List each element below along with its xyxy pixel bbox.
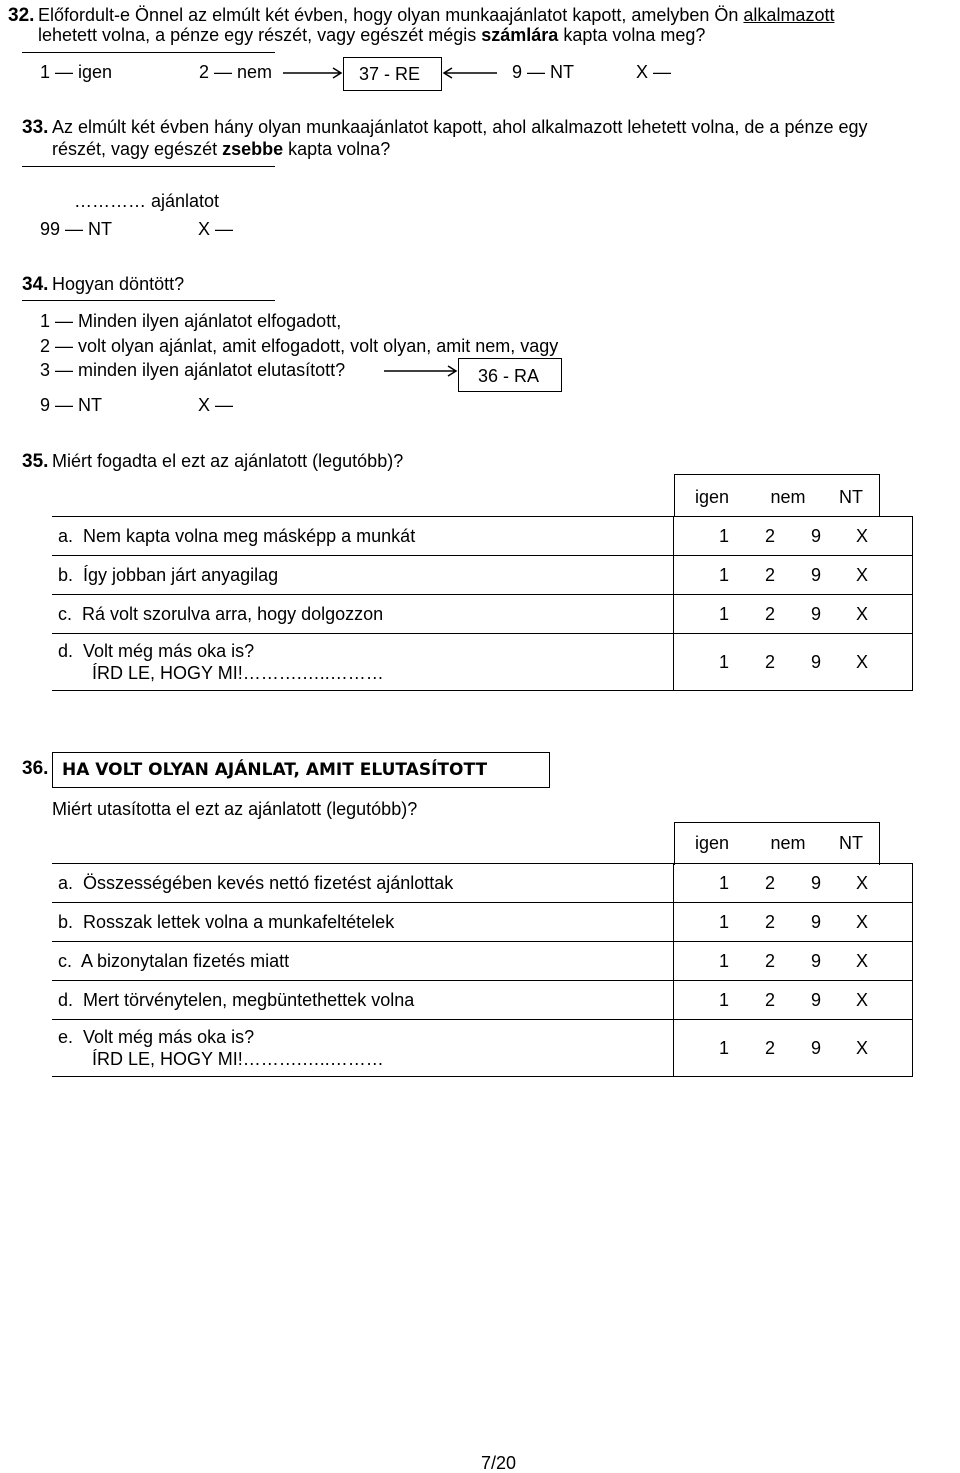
q32-option-x[interactable]: X — xyxy=(636,62,672,82)
q32-option-igen[interactable]: 1 — igen xyxy=(40,62,113,82)
row-letter: c. xyxy=(58,950,73,971)
code-1[interactable]: 1 xyxy=(719,872,730,893)
row-letter: a. xyxy=(58,525,74,546)
row-letter: b. xyxy=(58,911,74,932)
code-2[interactable]: 2 xyxy=(765,651,776,672)
q32-option-nt[interactable]: 9 — NT xyxy=(512,62,575,82)
row-letter: d. xyxy=(58,989,74,1010)
code-2[interactable]: 2 xyxy=(765,603,776,624)
row-text: Összességében kevés nettó fizetést ajánlottak xyxy=(83,872,454,893)
code-9[interactable]: 9 xyxy=(811,651,822,672)
code-1[interactable]: 1 xyxy=(719,1037,730,1058)
code-2[interactable]: 2 xyxy=(765,872,776,893)
q35-title: Miért fogadta el ezt az ajánlatott (legutóbb)? xyxy=(52,451,404,471)
code-9[interactable]: 9 xyxy=(811,989,822,1010)
q34-number: 34. xyxy=(22,274,49,295)
q33-text-a: részét, vagy egészét xyxy=(52,139,223,159)
code-x[interactable]: X xyxy=(856,950,869,971)
q34-skip-arrow xyxy=(384,366,456,376)
code-2[interactable]: 2 xyxy=(765,911,776,932)
q34-skip-label: 36 - RA xyxy=(478,366,540,386)
q36-header-igen: igen xyxy=(694,833,730,853)
row-text: Volt még más oka is? xyxy=(83,1027,255,1047)
q36-header-nt: NT xyxy=(839,833,863,853)
q32-text-underlined: alkalmazott xyxy=(743,5,835,25)
q32-number: 32. xyxy=(8,5,35,26)
code-9[interactable]: 9 xyxy=(811,603,822,624)
row-letter: c. xyxy=(58,603,73,624)
q33-text-bold: zsebbe xyxy=(222,139,284,159)
code-1[interactable]: 1 xyxy=(719,564,730,585)
code-x[interactable]: X xyxy=(856,911,869,932)
row-text: Rá volt szorulva arra, hogy dolgozzon xyxy=(82,603,384,624)
q36-header-nem: nem xyxy=(770,833,806,853)
q32-text-a: Előfordult-e Önnel az elmúlt két évben, hogy olyan munkaajánlatot kapott, amelyben Ön xyxy=(38,5,744,25)
row-text: Rosszak lettek volna a munkafeltételek xyxy=(83,911,395,932)
row-letter: a. xyxy=(58,872,74,893)
q35-number: 35. xyxy=(22,451,49,472)
write-in-field[interactable]: ÍRD LE, HOGY MI!……….…..……… xyxy=(92,663,384,683)
q32-skip-arrow-left xyxy=(444,68,497,78)
code-9[interactable]: 9 xyxy=(811,564,822,585)
q34-option-3[interactable]: 3 — minden ilyen ajánlatot elutasított? xyxy=(40,360,346,380)
code-9[interactable]: 9 xyxy=(811,872,822,893)
code-x[interactable]: X xyxy=(856,872,869,893)
code-1[interactable]: 1 xyxy=(719,525,730,546)
code-1[interactable]: 1 xyxy=(719,911,730,932)
q35-header-nt: NT xyxy=(839,487,863,507)
q32-skip-arrow-right xyxy=(283,68,341,78)
code-9[interactable]: 9 xyxy=(811,911,822,932)
code-x[interactable]: X xyxy=(856,1037,869,1058)
code-x[interactable]: X xyxy=(856,564,869,585)
code-9[interactable]: 9 xyxy=(811,1037,822,1058)
row-letter: b. xyxy=(58,564,74,585)
q34-option-nt[interactable]: 9 — NT xyxy=(40,395,103,415)
code-1[interactable]: 1 xyxy=(719,651,730,672)
code-2[interactable]: 2 xyxy=(765,525,776,546)
code-2[interactable]: 2 xyxy=(765,564,776,585)
q36-title: Miért utasította el ezt az ajánlatott (legutóbb)? xyxy=(52,799,418,819)
q32-text-c: lehetett volna, a pénze egy részét, vagy egészét mégis xyxy=(38,25,482,45)
code-x[interactable]: X xyxy=(856,525,869,546)
code-x[interactable]: X xyxy=(856,989,869,1010)
code-x[interactable]: X xyxy=(856,603,869,624)
code-2[interactable]: 2 xyxy=(765,989,776,1010)
code-1[interactable]: 1 xyxy=(719,989,730,1010)
q35-header-igen: igen xyxy=(694,487,730,507)
q34-option-x[interactable]: X — xyxy=(198,395,234,415)
code-2[interactable]: 2 xyxy=(765,950,776,971)
row-text: Mert törvénytelen, megbüntethettek volna xyxy=(83,989,415,1010)
q36-filter-text: HA VOLT OLYAN AJÁNLAT, AMIT ELUTASÍTOTT xyxy=(62,760,488,780)
row-text: Volt még más oka is? xyxy=(83,641,255,661)
q33-answer-field[interactable]: ………… ajánlatot xyxy=(74,191,220,211)
q33-text-line1: Az elmúlt két évben hány olyan munkaajánlatot kapott, ahol alkalmazott lehetett volna, de a pénze egy xyxy=(52,117,868,137)
row-text: Így jobban járt anyagilag xyxy=(83,564,279,585)
page-number: 7/20 xyxy=(481,1453,517,1473)
q34-title: Hogyan döntött? xyxy=(52,274,185,294)
code-2[interactable]: 2 xyxy=(765,1037,776,1058)
q32-text-d: kapta volna meg? xyxy=(558,25,706,45)
code-x[interactable]: X xyxy=(856,651,869,672)
code-1[interactable]: 1 xyxy=(719,950,730,971)
q32-skip-label: 37 - RE xyxy=(359,64,421,84)
q34-option-1[interactable]: 1 — Minden ilyen ajánlatot elfogadott, xyxy=(40,311,342,331)
write-in-field[interactable]: ÍRD LE, HOGY MI!……….…..……… xyxy=(92,1049,384,1069)
code-9[interactable]: 9 xyxy=(811,525,822,546)
q32-option-nem[interactable]: 2 — nem xyxy=(199,62,273,82)
q34-option-2[interactable]: 2 — volt olyan ajánlat, amit elfogadott, volt olyan, amit nem, vagy xyxy=(40,336,559,356)
q33-option-x[interactable]: X — xyxy=(198,219,234,239)
q33-number: 33. xyxy=(22,117,49,138)
row-text: A bizonytalan fizetés miatt xyxy=(81,950,290,971)
row-text: Nem kapta volna meg másképp a munkát xyxy=(83,525,416,546)
q33-text-b: kapta volna? xyxy=(283,139,391,159)
q32-text-bold: számlára xyxy=(481,25,559,45)
row-letter: d. xyxy=(58,641,74,661)
code-9[interactable]: 9 xyxy=(811,950,822,971)
q33-option-nt[interactable]: 99 — NT xyxy=(40,219,113,239)
row-letter: e. xyxy=(58,1027,74,1047)
q36-number: 36. xyxy=(22,758,49,779)
q35-header-nem: nem xyxy=(770,487,806,507)
code-1[interactable]: 1 xyxy=(719,603,730,624)
